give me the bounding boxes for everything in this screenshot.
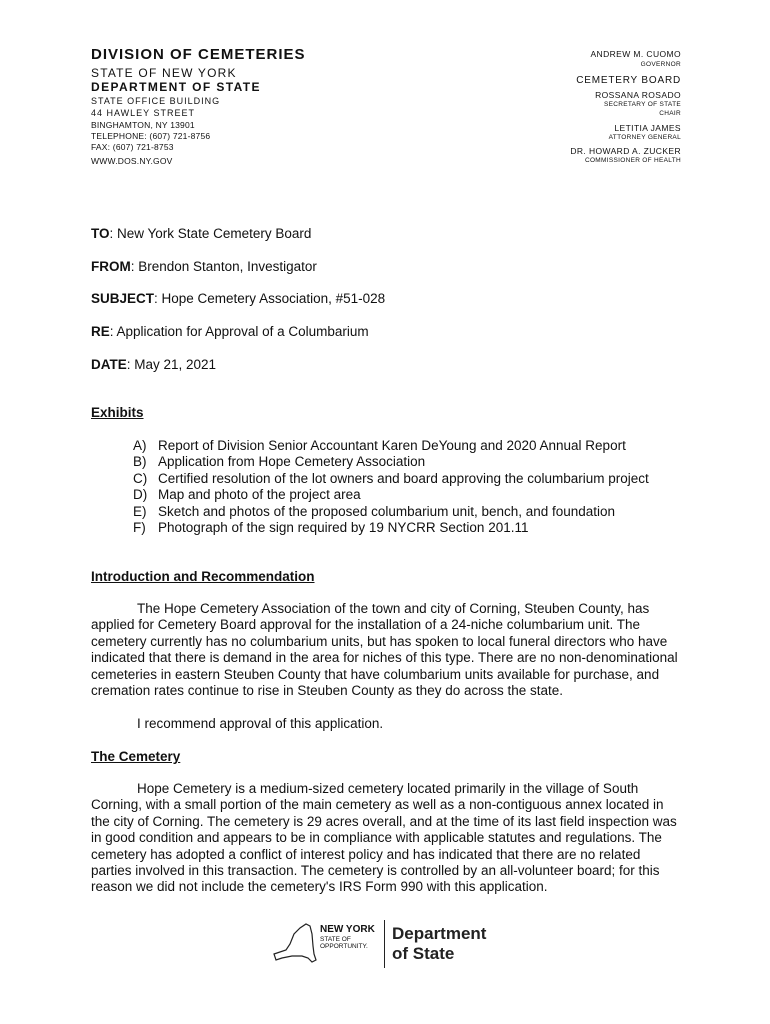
memo-to-value: : New York State Cemetery Board (109, 226, 312, 241)
dos-line1: Department (392, 924, 487, 943)
recommendation-paragraph (91, 716, 683, 732)
cemetery-paragraph-text: Hope Cemetery is a medium-sized cemetery located primarily in the village of South Corning, with a small portion of the main cemetery as well as a non-contiguous annex located in the city of Corning. The cemetery is 29 acres overall, and at the time of its last field inspection was in good condition and appears to be in compliance with applicable statutes and regulations. The cemetery has adopted a conflict of interest policy and has indicated that there are no related parties involved in this transaction. The cemetery is controlled by an all-volunteer board; for this reason we did not include the cemetery's IRS Form 990 with this application. (91, 781, 677, 895)
memo-from-value: : Brendon Stanton, Investigator (130, 259, 317, 274)
governor-title: GOVERNOR (640, 61, 681, 68)
memo-to-label: TO (91, 226, 110, 241)
memo-re (91, 324, 369, 339)
cemetery-board-title: CEMETERY BOARD (576, 75, 681, 86)
exhibit-letter: C) (133, 471, 148, 486)
cemetery-heading: The Cemetery (91, 749, 181, 764)
memo-re-value: : Application for Approval of a Columbarium (109, 324, 369, 339)
memo-from-label: FROM (91, 259, 131, 274)
fax-line: FAX: (607) 721-8753 (91, 142, 174, 152)
dos-wordmark (392, 924, 486, 964)
website-line: WWW.DOS.NY.GOV (91, 156, 173, 166)
exhibit-text: Certified resolution of the lot owners and board approving the columbarium project (158, 471, 649, 486)
memo-subject-label: SUBJECT (91, 291, 155, 306)
exhibit-item (133, 520, 528, 535)
governor-name: ANDREW M. CUOMO (590, 49, 681, 59)
recommendation-text: I recommend approval of this application. (137, 716, 384, 731)
logo-divider (384, 920, 385, 968)
memo-from (91, 259, 317, 274)
building-line: STATE OFFICE BUILDING (91, 96, 221, 106)
department-name: DEPARTMENT OF STATE (91, 80, 261, 94)
exhibit-text: Sketch and photos of the proposed columbarium unit, bench, and foundation (158, 504, 616, 519)
member2-title: ATTORNEY GENERAL (608, 134, 681, 141)
ny-tagline-line2: OPPORTUNITY. (320, 943, 368, 950)
exhibit-text: Application from Hope Cemetery Association (158, 454, 426, 469)
exhibits-heading: Exhibits (91, 405, 144, 420)
department-of-state-logo (272, 918, 502, 976)
memo-to (91, 226, 311, 241)
memo-date (91, 357, 216, 372)
intro-paragraph (91, 601, 683, 699)
new-york-state-map-icon (272, 920, 318, 968)
dos-line2: of State (392, 944, 455, 963)
member1-name: ROSSANA ROSADO (595, 90, 681, 100)
exhibit-letter: D) (133, 487, 148, 502)
exhibit-text: Report of Division Senior Accountant Karen DeYoung and 2020 Annual Report (158, 438, 626, 453)
exhibit-text: Photograph of the sign required by 19 NYCRR Section 201.11 (158, 520, 529, 535)
ny-tagline (320, 936, 368, 950)
member1-title: SECRETARY OF STATE (603, 101, 681, 108)
exhibit-letter: F) (133, 520, 146, 535)
member3-name: DR. HOWARD A. ZUCKER (570, 146, 681, 156)
exhibit-item (133, 438, 626, 453)
exhibit-item (133, 504, 615, 519)
exhibit-item (133, 471, 649, 486)
division-title: DIVISION OF CEMETERIES (91, 46, 306, 63)
exhibit-item (133, 487, 361, 502)
memo-re-label: RE (91, 324, 110, 339)
telephone-line: TELEPHONE: (607) 721-8756 (91, 131, 211, 141)
memo-date-label: DATE (91, 357, 127, 372)
street-line: 44 HAWLEY STREET (91, 108, 196, 118)
exhibit-text: Map and photo of the project area (158, 487, 361, 502)
cemetery-paragraph (91, 781, 683, 896)
exhibit-letter: A) (133, 438, 147, 453)
member2-name: LETITIA JAMES (614, 123, 681, 133)
ny-wordmark: NEW YORK (320, 924, 375, 935)
state-name: STATE OF NEW YORK (91, 66, 237, 80)
member3-title: COMMISSIONER OF HEALTH (584, 157, 681, 164)
memo-subject (91, 291, 385, 306)
memo-subject-value: : Hope Cemetery Association, #51-028 (154, 291, 386, 306)
memo-date-value: : May 21, 2021 (126, 357, 217, 372)
member1-role: CHAIR (659, 110, 681, 117)
exhibit-letter: E) (133, 504, 147, 519)
ny-tagline-line1: STATE OF (320, 936, 351, 943)
exhibit-item (133, 454, 425, 469)
intro-heading: Introduction and Recommendation (91, 569, 315, 584)
intro-paragraph-text: The Hope Cemetery Association of the town and city of Corning, Steuben County, has applied for Cemetery Board approval for the installation of a 24-niche columbarium unit. The cemetery currently has no columbarium units, but has spoken to local funeral directors who have indicated that there is demand in the area for niches of this type. There are no non-denominational cemeteries in eastern Steuben County that have columbarium units available for purchase, and cremation rates continue to rise in Steuben County as they do across the state. (91, 601, 678, 699)
city-line: BINGHAMTON, NY 13901 (91, 120, 195, 130)
exhibit-letter: B) (133, 454, 147, 469)
